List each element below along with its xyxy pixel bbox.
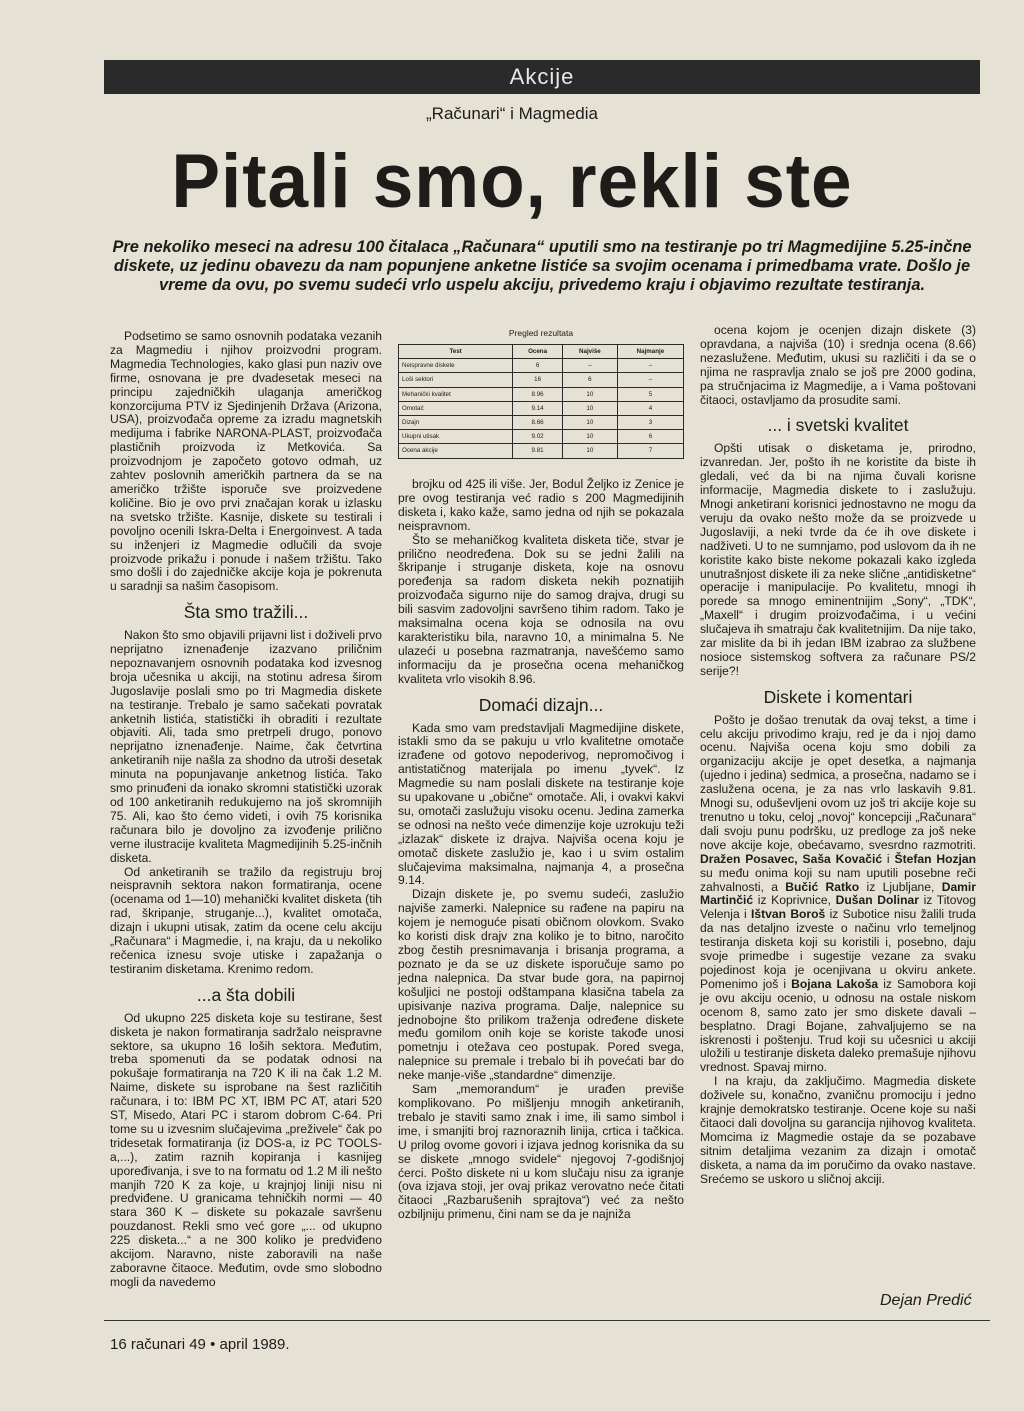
table-cell: 8.66 bbox=[513, 415, 563, 429]
text-run: su među onima koji su nam uputili posebne reči zahvalnosti, a bbox=[700, 865, 976, 894]
table-cell: 9.14 bbox=[513, 401, 563, 415]
participant-name: Bojana Lakoša bbox=[791, 976, 879, 991]
text-run: iz Ljubljane, bbox=[859, 879, 942, 894]
paragraph: Što se mehaničkog kvaliteta disketa tiče, stvar je prilično neodređena. Dok su se jedni žalili na škripanje i struganje disketa, koje na osnovu poređenja sa radom disketa nekih poznatijih proizvođača sigurno nije do samog drajva, drugi su bili sasvim zadovoljni savršeno tihim radom. Tako je maksimalna ocena koja se odnosila na ovu karakteristiku bila, naravno 10, a minimalna 5. Ne ulazeći u posebna razmatranja, navešćemo samo informaciju da je prosečna ocena mehaničkog kvaliteta vrlo visokih 8.96. bbox=[398, 532, 684, 686]
column-1 bbox=[110, 330, 382, 1290]
author-signature: Dejan Predić bbox=[880, 1292, 972, 1309]
table-row bbox=[399, 430, 684, 444]
table-cell: 4 bbox=[617, 401, 683, 415]
section-band bbox=[104, 60, 980, 94]
table-cell: 8.96 bbox=[513, 387, 563, 401]
table-header: Najviše bbox=[562, 345, 617, 359]
table-row bbox=[399, 415, 684, 429]
table-cell: 10 bbox=[562, 387, 617, 401]
table-row bbox=[399, 387, 684, 401]
table-cell: 10 bbox=[562, 401, 617, 415]
table-cell: 10 bbox=[562, 415, 617, 429]
participant-name: Dušan Dolinar bbox=[835, 893, 919, 908]
table-cell: 5 bbox=[617, 387, 683, 401]
table-cell: 6 bbox=[617, 430, 683, 444]
table-header: Test bbox=[399, 345, 513, 359]
table-cell: 10 bbox=[562, 444, 617, 458]
paragraph: I na kraju, da zaključimo. Magmedia diskete doživele su, konačno, zvaničnu promociju i jedno krajnje demokratsko testiranje. Ocene koje su naši čitaoci dali dovoljna su garancija njihovog kvaliteta. Momcima iz Magmedie ostaje da se pozabave sitnim detaljima vezanim za dizajn i omotač disketa, a nama da im poručimo da ovako nastave. Srećemo se uskoro u sličnoj akciji. bbox=[700, 1074, 976, 1186]
paragraph: Opšti utisak o disketama je, prirodno, izvanredan. Jer, pošto ih ne koristite da biste ih gledali, već da bi na njima čuvali korisne informacije, Magmedia diskete to i zaslužuju. Mnogi anketirani korisnici jednostavno ne mogu da veruju da ovako nešto može da se proizvede u Jugoslaviji, a neki tvrde da će ih ove diskete i nadživeti. U to ne sumnjamo, pod uslovom da ih ne koristite kako biste nekome pokazali kako izgleda unutrašnjost diskete ili za neke slične „antidisketne“ operacije i manipulacije. Po kvalitetu, mnogi ih porede sa mnogo eminentnijim „Sony“, „TDK“, „Maxell“ i drugim proizvođačima, i u većini slučajeva ih smatraju čak kvalitetnijim. Da nije tako, zar mislite da bi ih jedan IBM izabrao za službene nosioce sistemskog softvera za računare PS/2 serije?! bbox=[700, 441, 976, 678]
subheading: ...a šta dobili bbox=[196, 984, 296, 1005]
table-cell: Ukupni utisak bbox=[399, 430, 513, 444]
table-cell: – bbox=[617, 373, 683, 387]
table-cell: Mehanički kvalitet bbox=[399, 387, 513, 401]
lead-paragraph: Pre nekoliko meseci na adresu 100 čitalaca „Računara“ uputili smo na testiranje po tri Magmedijine 5.25-inčne diskete, uz jedinu obavezu da nam popunjene anketne listiće sa svojim ocenama i primedbama vrate. Došlo je vreme da ovu, po svemu sudeći vrlo uspelu akciju, privedemo kraju i objavimo rezultate testiranja. bbox=[112, 238, 972, 294]
paragraph: Od ukupno 225 disketa koje su testirane, šest disketa je nakon formatiranja sadržalo neispravne sektore, sa ukupno 16 loših sektora. Međutim, treba spomenuti da se podatak odnosi na pokušaje formatiranja na 720 K ili na čak 1.2 M. Naime, diskete su isprobane na šest različitih računara, i to: IBM PC XT, IBM PC AT, atari 520 ST, Misedo, Atari PC i starom dobrom C-64. Pri tome su u izvesnim slučajevima „preživele“ čak po tridesetak formatiranja (iz DOS-a, iz PC TOOLS-a,...), zatim raznih kopiranja i kasnijeg upoređivanja, i sve to na formatu od 1.2 M ili nešto manjih 720 K za koje, u krajnjoj liniji nisu ni predviđene. U granicama tehničkih normi — 40 stara 360 K – diskete su pokazale savršenu pouzdanost. Rekli smo već gore „... od ukupno 225 disketa...“ a ne 300 koliko je predviđeno akcijom. Naravno, niste zaboravili na naše zaboravne čitaoce. Međutim, ovde smo slobodno mogli da navedemo bbox=[110, 1010, 382, 1289]
table-header: Najmanje bbox=[617, 345, 683, 359]
text-run: Pošto je došao trenutak da ovaj tekst, a time i celu akciju privodimo kraju, red je da i njoj damo ocenu. Najviša ocena koju smo dobili za organizaciju akcije je opet desetka, a najmanja (ujedno i jedina) sedmica, a prosečna, nadamo se i zaslužena ocena, je za nas vrlo laskavih 9.81. Mnogi su, oduševljeni ovom uz još tri akcije koje su trenutno u toku, celoj „novoj“ koncepciji „Računara“ dali svoju punu podršku, uz predloge za još neke nove akcije koje, obećavamo, svesrdno razmotriti. bbox=[700, 712, 976, 852]
table-cell: Omotač bbox=[399, 401, 513, 415]
page-footer: 16 računari 49 • april 1989. bbox=[110, 1336, 290, 1353]
footer-rule bbox=[104, 1320, 990, 1321]
table-row bbox=[399, 401, 684, 415]
table-cell: – bbox=[617, 359, 683, 373]
participant-name: Dražen Posavec, Saša Kovačić bbox=[700, 851, 883, 866]
headline: Pitali smo, rekli ste bbox=[171, 139, 853, 224]
table-header: Ocena bbox=[513, 345, 563, 359]
participant-name: Ištvan Boroš bbox=[751, 907, 826, 922]
subheading: ... i svetski kvalitet bbox=[767, 415, 909, 436]
results-table bbox=[398, 328, 684, 459]
paragraph bbox=[700, 714, 976, 1076]
table-cell: 9.81 bbox=[513, 444, 563, 458]
table-cell: Dizajn bbox=[399, 415, 513, 429]
text-run: i bbox=[882, 851, 895, 866]
table-row bbox=[399, 444, 684, 458]
paragraph: Od anketiranih se tražilo da registruju broj neispravnih sektora nakon formatiranja, ocene (ocenama od 1—10) mehanički kvalitet disketa (tih rad, škripanje, struganje...), kvalitet omotača, dizajn i ukupni utisak, zatim da ocene celu akciju „Računara“ i Magmedie, i, na kraju, da u nekoliko rečenica iznesu svoje utiske i zapažanja o testiranim disketama. Krenimo redom. bbox=[110, 864, 382, 976]
table-cell: Loši sektori bbox=[399, 373, 513, 387]
paragraph: Podsetimo se samo osnovnih podataka vezanih za Magmediu i njihov proizvodni program. Magmedia Technologies, kako glasi pun naziv ove firme, osnovana je pre dvadesetak meseci na principu zajedničkih ulaganja američkog konzorcijuma PTV iz Sjedinjenih Država (Arizona, USA), proizvođača opreme za izradu magnetskih medijuma i fabrike NARONA-PLAST, proizvođača plastičnih proizvoda iz Metkovića. Sa proizvodnjom je započeto gotovo odmah, uz zahtev poslovnih američkih partnera da se na američko tržište isporuče sve proizvedene količine. Bio je ovo prvi značajan korak u izlasku na svetsko tržište. Kasnije, diskete su testirali i povoljno ocenili Iskra-Delta i Energoinvest. A tada su inženjeri iz Magmedie odlučili da svoje proizvode prikažu i ponude i našem tržištu. Tako smo došli i do zajedničke akcije koja je pokrenuta u saradnji sa našim časopisom. bbox=[110, 329, 382, 594]
table-cell: 9.02 bbox=[513, 430, 563, 444]
table-row bbox=[399, 373, 684, 387]
paragraph: Kada smo vam predstavljali Magmedijine diskete, istakli smo da se pakuju u vrlo kvalitetne omotače izrađene od gotovo nepoderivog, nepromočivog i antistatičnog materijala po imenu „tyvek“. Iz Magmedie su nam poslali diskete na testiranje koje su upakovane u „obične“ omotače. Ali, i ovakvi kakvi su, omotači zaslužuju visoku ocenu. Jedina zamerka se odnosi na nešto veće dimenzije koje uzrokuju teži „izlazak“ diskete iz drajva. Najviša ocena koju je omotač diskete zaslužio je, kao i u svim ostalim slučajevima maksimalna, najmanja 4, a prosečna 9.14. bbox=[398, 720, 684, 888]
paragraph: Dizajn diskete je, po svemu sudeći, zaslužio najviše zamerki. Nalepnice su rađene na papiru na kojem je nemoguće pisati običnom olovkom. Svako ko koristi disk drajv zna koliko je to bitno, naročito zbog čestih presnimavanja i brisanja programa, a poznato je da se uz diskete isporučuje samo po jedna nalepnica. Da stvar bude gora, na papirnoj košuljici ne postoji odštampana klasična tabela za upisivanje naziva programa. Dalje, nalepnice su jednobojne što prilikom traženja određene diskete među gomilom onih koje se koriste takođe unosi pometnju i otežava ceo postupak. Pored svega, nalepnice su premale i trebalo bi ih povećati bar do neke manje-više „standardne“ dimenzije. bbox=[398, 887, 684, 1083]
text-run: iz Samobora koji je ovu akciju ocenio, u odnosu na ostale niskom ocenom 8, samo zato jer smo diskete davali – besplatno. Dragi Bojane, zahvaljujemo se na iskrenosti i poštenju. Trud koji su učesnici u akciji uložili u testiranje disketa daleko premašuje njihovu vrednost. Spavaj mirno. bbox=[700, 976, 976, 1075]
paragraph: Sam „memorandum“ je urađen previše komplikovano. Po mišljenju mnogih anketiranih, trebalo je staviti samo znak i ime, ili samo simbol i ime, i smanjiti broj raznoraznih linija, crtica i tačkica. U prilog ovome govori i izjava jednog korisnika da su se diskete „mnogo svidele“ njegovoj 7-godišnjoj ćerci. Pošto diskete ni u kom slučaju nisu za igranje (ova izjava stoji, jer ovaj prikaz verovatno neće čitati čitaoci „Razbarušenih sprajtova“) već za nešto ozbiljniju primenu, čini nam se da je najniža bbox=[398, 1082, 684, 1222]
table-cell: 7 bbox=[617, 444, 683, 458]
table-caption: Pregled rezultata bbox=[508, 328, 574, 338]
paragraph: brojku od 425 ili više. Jer, Bodul Željko iz Zenice je pre ovog testiranja već radio s 200 Magmedijinih disketa i, kako kaže, samo jedna od njih se pokazala neispravnom. bbox=[398, 477, 684, 533]
paragraph: Nakon što smo objavili prijavni list i doživeli prvo neprijatno iznenađenje izazvano priličnim nepoznavanjem osnovnih podataka kod izvesnog broja učesnika u akciji, na stotinu adresa širom Jugoslavije poslali smo po tri Magmedia diskete na testiranje. Trebalo je samo sačekati povratak anketnih listića, statistički ih obraditi i rezultate objaviti. Ali, tada smo pretrpeli drugo, ponovo neprijatno iznenađenje. Naime, čak četvrtina anketiranih nije našla za shodno da utroši desetak minuta na popunjavanje anketnog listića. Tako smo prinuđeni da ionako skromni statistički uzorak od 100 anketiranih redukujemo na još skromnijih 75. Ali, kao što ćemo videti, i ovih 75 korisnika računara bilo je dovoljno za izvođenje prilično verne ilustracije kvaliteta Magmedijinih 5.25-inčnih disketa. bbox=[110, 628, 382, 865]
table-cell: 6 bbox=[562, 373, 617, 387]
text-run: iz Subotice nisu žalili truda da nas detaljno izveste o načinu vrlo temeljnog testiranja disketa koji su koristili i, posebno, daju svoje primedbe i sugestije vezane za svaku pojedinost koja je ocenjivana u okviru ankete. Pomenimo još i bbox=[700, 907, 976, 991]
table-cell: 16 bbox=[513, 373, 563, 387]
column-3 bbox=[700, 324, 976, 1186]
table-cell: Ocena akcije bbox=[399, 444, 513, 458]
results-grid bbox=[398, 344, 684, 459]
table-cell: – bbox=[562, 359, 617, 373]
participant-name: Štefan Hozjan bbox=[894, 851, 976, 866]
participant-name: Bučić Ratko bbox=[785, 879, 860, 894]
text-run: iz Titovog Velenja i bbox=[700, 893, 977, 922]
table-header-row bbox=[399, 345, 684, 359]
subheading: Domaći dizajn... bbox=[478, 694, 604, 715]
table-cell: 10 bbox=[562, 430, 617, 444]
table-row bbox=[399, 359, 684, 373]
kicker: „Računari“ i Magmedia bbox=[426, 104, 598, 123]
table-cell: 3 bbox=[617, 415, 683, 429]
section-title: Akcije bbox=[509, 64, 575, 89]
subheading: Šta smo tražili... bbox=[183, 602, 309, 623]
text-run: iz Koprivnice, bbox=[753, 893, 836, 908]
column-2 bbox=[398, 478, 684, 1222]
table-cell: 6 bbox=[513, 359, 563, 373]
subheading: Diskete i komentari bbox=[763, 686, 913, 707]
table-cell: Neispravne diskete bbox=[399, 359, 513, 373]
paragraph: ocena kojom je ocenjen dizajn diskete (3) opravdana, a najviša (10) i srednja ocena (8.66) nezaslužene. Međutim, ukusi su različiti i da se o njima ne raspravlja znalo se još pre 2000 godina, pa stručnjacima iz Magmedije, a i Vama poštovani čitaoci, ostavljamo da prosudite sami. bbox=[700, 323, 976, 407]
participant-name: Damir Martinčić bbox=[700, 879, 976, 908]
